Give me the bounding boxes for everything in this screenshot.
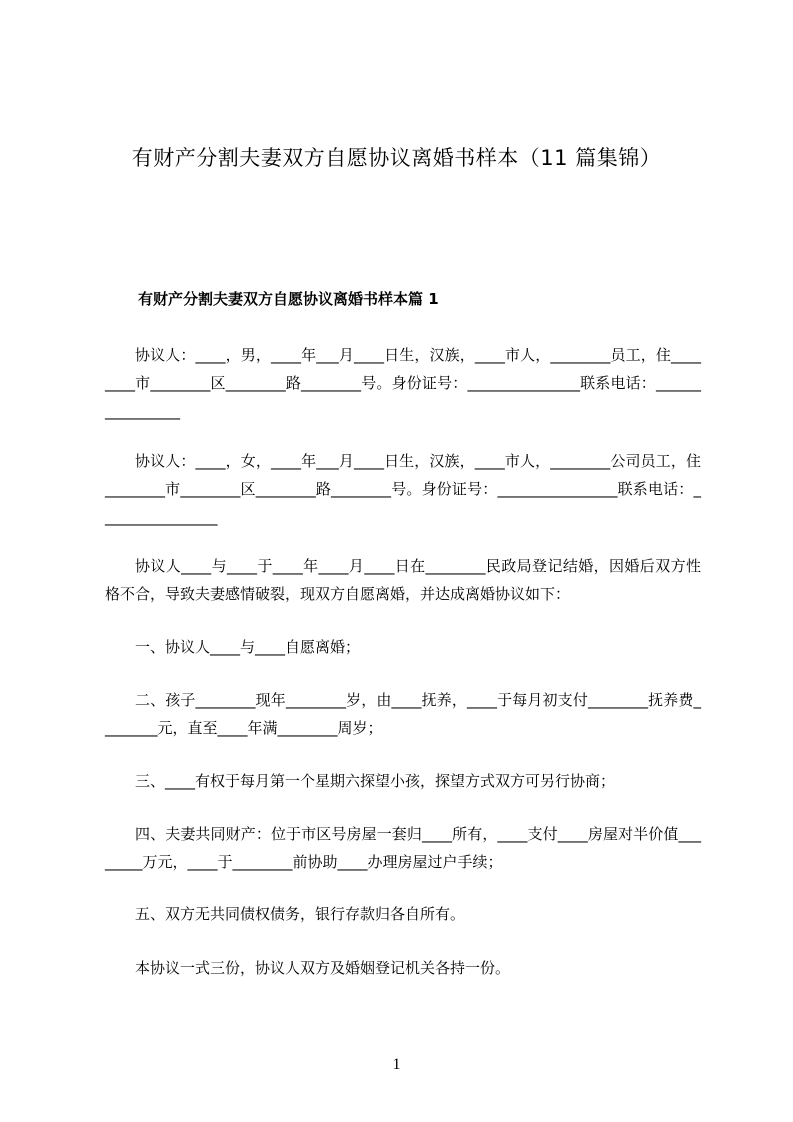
clause-2-paragraph: 二、孩子________现年________岁，由____抚养，____于每月初支付________抚养费________元，直至____年满________周岁； (105, 691, 701, 737)
party-female-paragraph: 协议人：____，女，____年___月____日生，汉族，____市人，________公司员工，住________市________区________路________号。身份证号：________________联系电话：________________ (105, 452, 701, 526)
marriage-intro-paragraph: 协议人____与____于____年____月____日在________民政局登记结婚，因婚后双方性格不合，导致夫妻感情破裂，现双方自愿离婚，并达成离婚协议如下： (105, 557, 701, 603)
clause-5-paragraph: 五、双方无共同债权债务，银行存款归各自所有。 (135, 905, 466, 923)
party-male-paragraph: 协议人：____，男，____年___月____日生，汉族，____市人，________员工，住________市________区________路________号。身份证号：_______________联系电话：________________ (105, 346, 701, 420)
section-heading: 有财产分割夫妻双方自愿协议离婚书样本篇 1 (138, 290, 439, 308)
clause-1-paragraph: 一、协议人____与____自愿离婚； (135, 638, 361, 656)
document-title: 有财产分割夫妻双方自愿协议离婚书样本（11 篇集锦） (131, 146, 662, 170)
clause-3-paragraph: 三、____有权于每月第一个星期六探望小孩，探望方式双方可另行协商； (135, 772, 616, 790)
clause-4-paragraph: 四、夫妻共同财产：位于市区号房屋一套归____所有，____支付____房屋对半价值________万元，____于________前协助____办理房屋过户手续； (105, 825, 701, 871)
closing-paragraph: 本协议一式三份，协议人双方及婚姻登记机关各持一份。 (135, 959, 511, 977)
page-number: 1 (392, 1056, 401, 1073)
